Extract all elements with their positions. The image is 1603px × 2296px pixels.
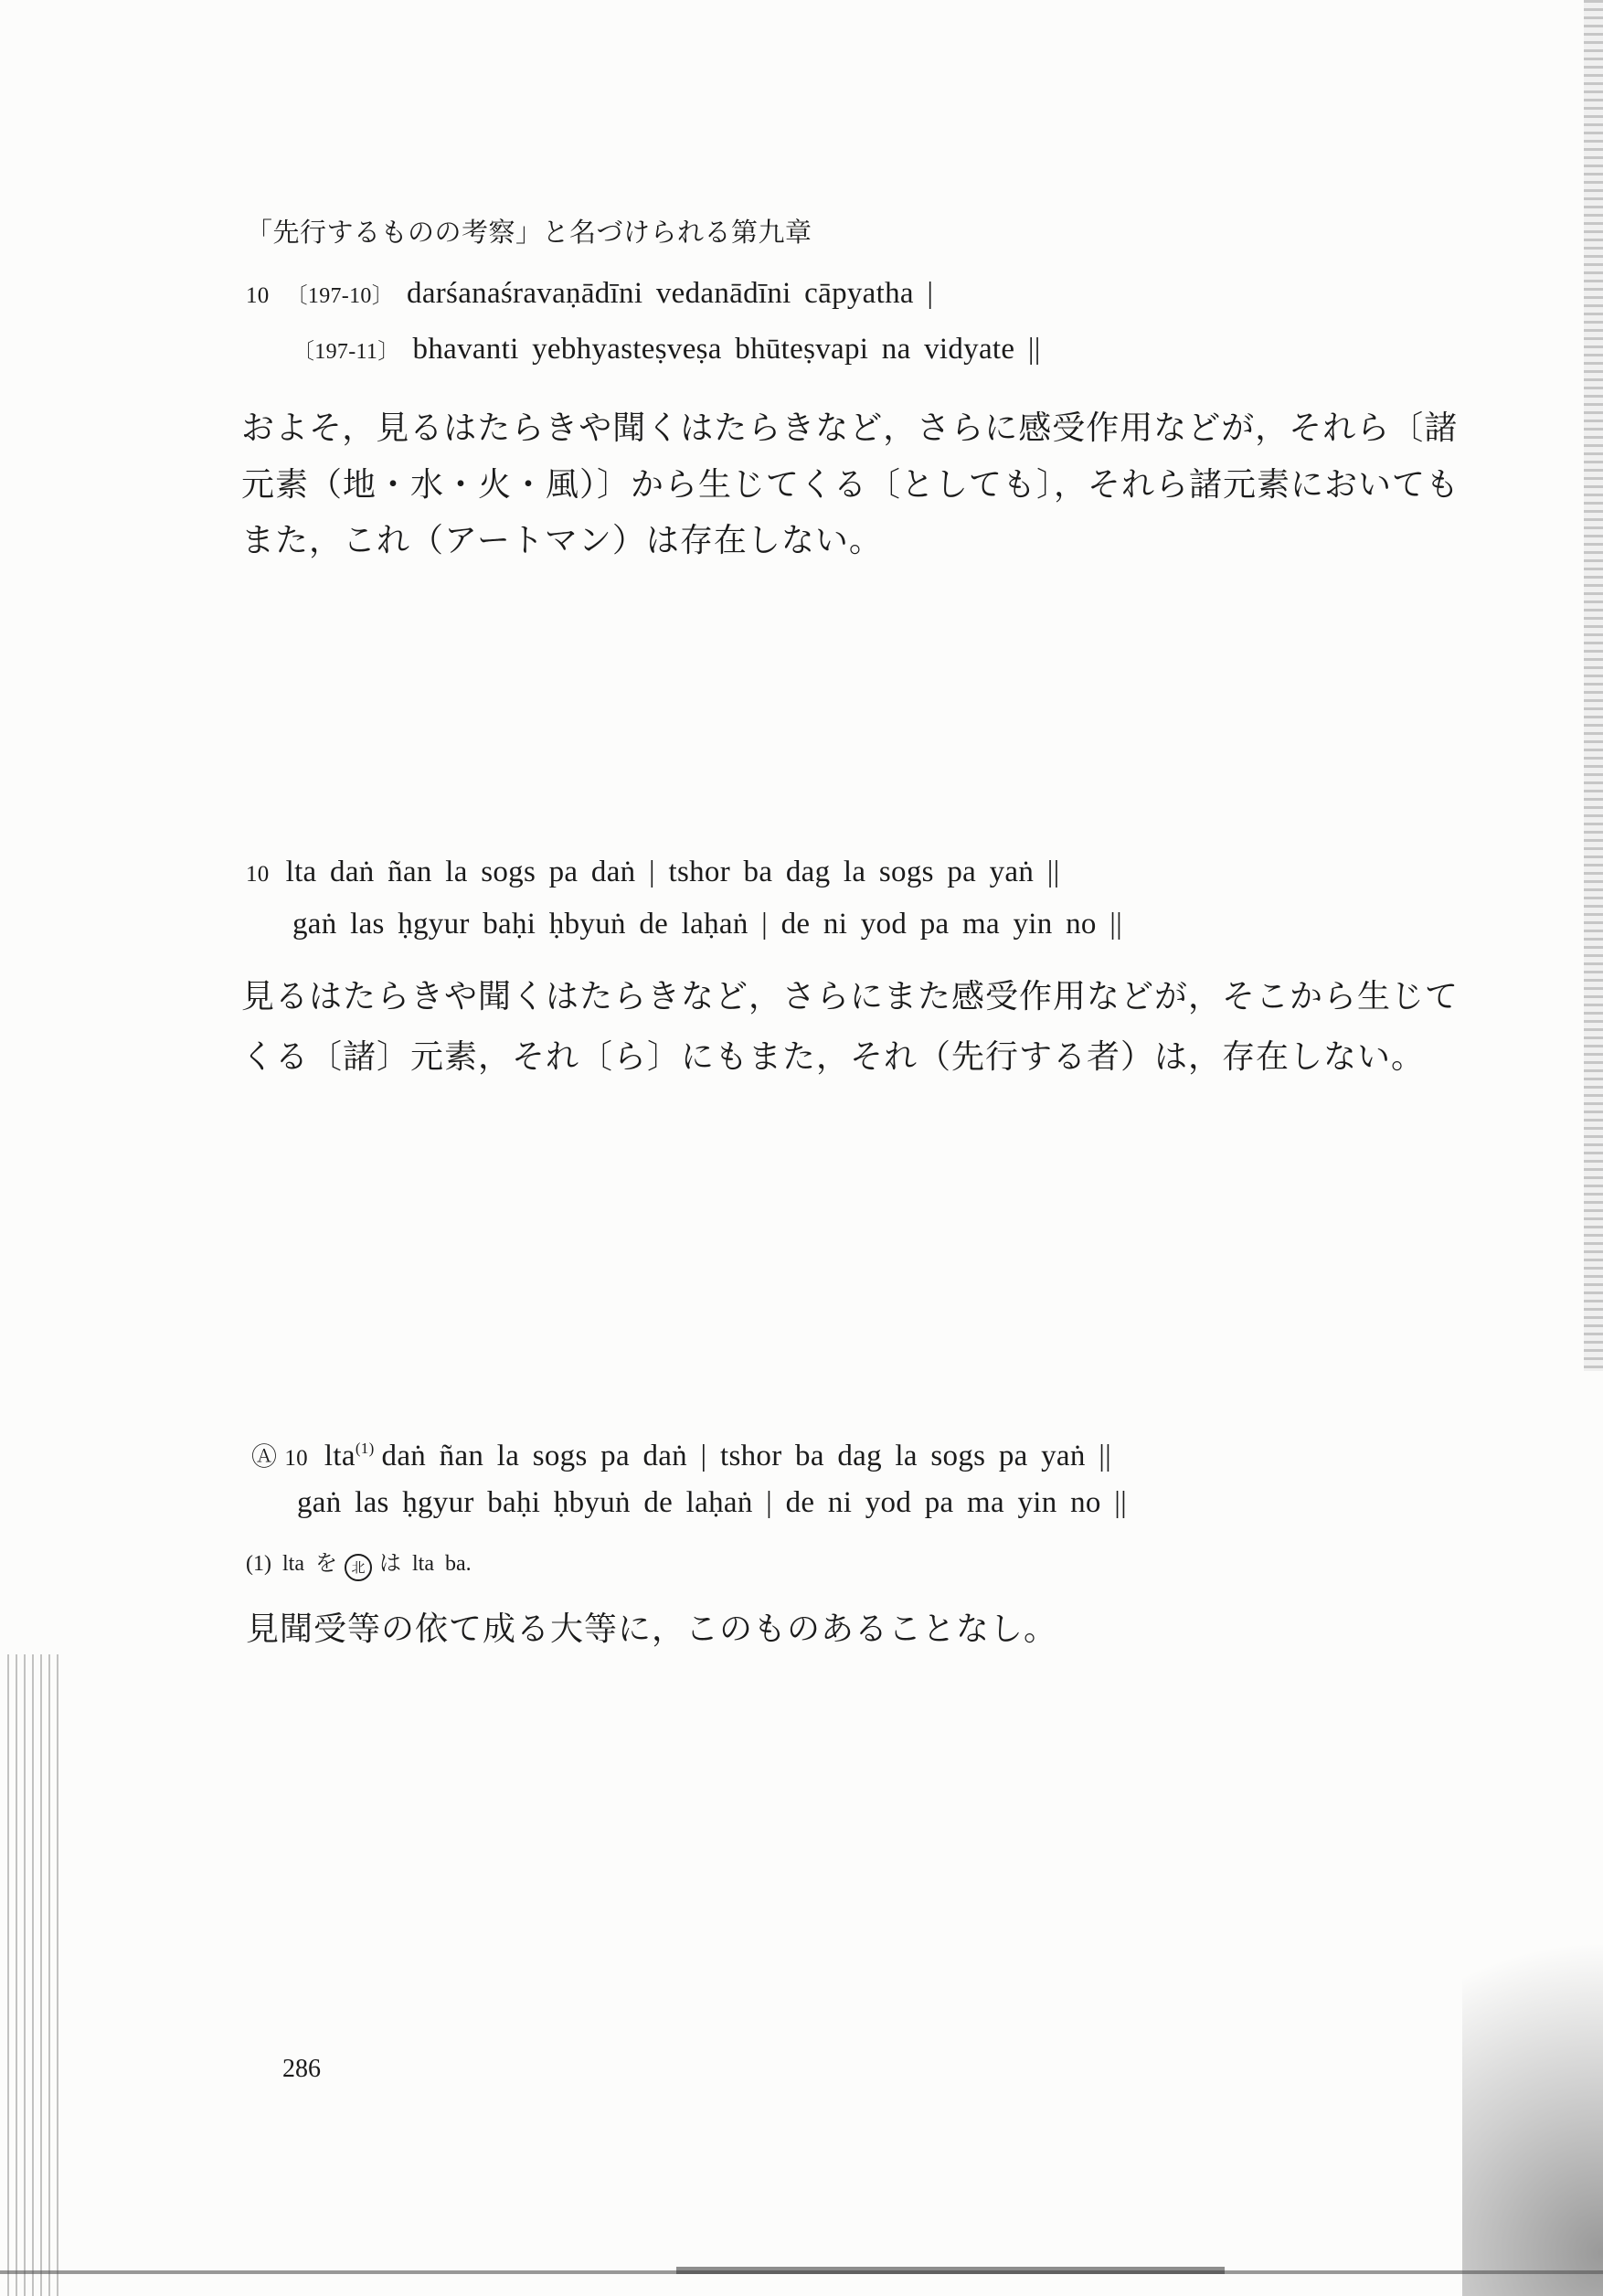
verse-number: 10 (246, 283, 270, 308)
footnote (246, 1545, 472, 1581)
verse-c-text: daṅ ñan la sogs pa daṅ | tshor ba dag la sogs pa yaṅ || (381, 1440, 1112, 1472)
verse-number: 10 (246, 862, 270, 887)
sanskrit-translation-line-3: また，これ（アートマン）は存在しない。 (241, 522, 883, 559)
sanskrit-text: bhavanti yebhyasteṣveṣa bhūteṣvapi na vidyate || (412, 333, 1041, 366)
sanskrit-line-1 (246, 277, 933, 311)
verse-c-line-1 (251, 1437, 1111, 1473)
tibetan-line-1 (246, 856, 1060, 889)
edition-siglum: 北 (345, 1554, 372, 1581)
verse-reference: 〔197-11〕 (292, 340, 400, 364)
source-marker: Ⓐ (251, 1441, 278, 1472)
scan-edge-left (7, 1654, 62, 2296)
sanskrit-translation-line-2: 元素（地・水・火・風）〕から生じてくる〔としても〕，それら諸元素においても (241, 466, 1460, 504)
sanskrit-text: darśanaśravaṇādīni vedanādīni cāpyatha | (407, 277, 934, 310)
page-number: 286 (282, 2055, 321, 2083)
tibetan-translation-line-2: くる〔諸〕元素，それ〔ら〕にもまた，それ（先行する者）は，存在しない。 (241, 1038, 1426, 1076)
verse-number: 10 (284, 1446, 308, 1471)
scan-edge-right (1584, 0, 1603, 1371)
footnote-mark: (1) (246, 1552, 271, 1576)
scan-shadow-corner (1462, 1865, 1603, 2296)
footnote-text: lta を (281, 1552, 337, 1576)
verse-c-line-2: gaṅ las ḥgyur baḥi ḥbyuṅ de laḥaṅ | de ni yod pa ma yin no || (297, 1486, 1128, 1519)
chapter-header: 「先行するものの考察」と名づけられる第九章 (246, 217, 812, 248)
tibetan-translation-line-1: 見るはたらきや聞くはたらきなど，さらにまた感受作用などが，そこから生じて (241, 978, 1460, 1015)
footnote-ref: (1) (355, 1440, 375, 1457)
tibetan-text: lta daṅ ñan la sogs pa daṅ | tshor ba dag la sogs pa yaṅ || (285, 856, 1060, 888)
scan-edge-bottom-dark (676, 2267, 1225, 2274)
verse-c-translation: 見聞受等の依て成る大等に，このものあることなし。 (246, 1610, 1058, 1648)
verse-reference: 〔197-10〕 (285, 284, 395, 308)
tibetan-line-2: gaṅ las ḥgyur baḥi ḥbyuṅ de laḥaṅ | de ni yod pa ma yin no || (292, 908, 1123, 941)
sanskrit-translation-line-1: およそ，見るはたらきや聞くはたらきなど，さらに感受作用などが，それら〔諸 (241, 409, 1459, 447)
footnote-text: は lta ba. (378, 1552, 472, 1576)
verse-c-word: lta (324, 1440, 356, 1472)
sanskrit-line-2 (292, 333, 1041, 367)
